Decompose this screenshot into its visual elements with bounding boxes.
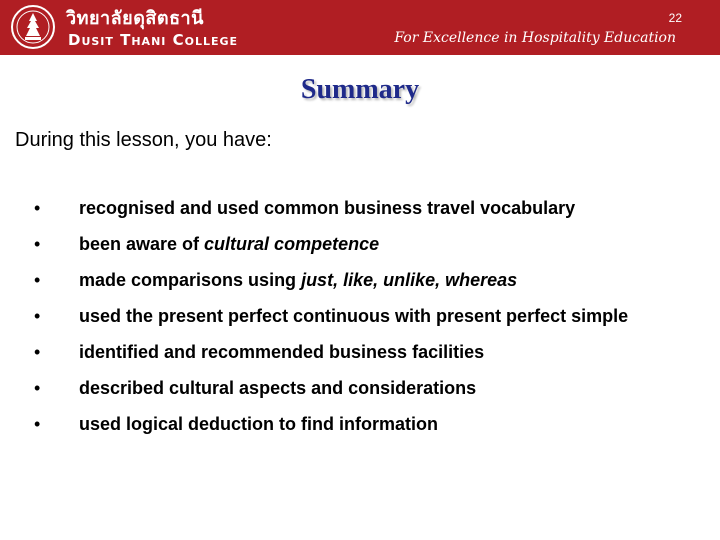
- bullet-icon: •: [34, 378, 41, 398]
- tagline: For Excellence in Hospitality Education: [394, 30, 676, 46]
- bullet-text: identified and recommended business facilities: [79, 342, 485, 362]
- bullet-item: [0, 370, 720, 406]
- bullet-icon: •: [34, 198, 41, 218]
- slide-number: 22: [668, 11, 682, 25]
- bullet-text-prefix: made comparisons using: [79, 270, 302, 290]
- college-emblem-icon: [10, 4, 56, 50]
- slide-title: Summary: [300, 74, 420, 105]
- bullet-item: [0, 406, 720, 442]
- bullet-text-emphasis: cultural competence: [204, 234, 380, 254]
- bullet-text: recognised and used common business travel vocabulary: [79, 198, 576, 218]
- bullet-item: [0, 226, 720, 262]
- header-banner: [0, 0, 720, 55]
- bullet-text: used logical deduction to find information: [79, 414, 438, 434]
- bullet-icon: •: [34, 270, 41, 290]
- summary-bullet-list: [0, 190, 720, 442]
- bullet-icon: •: [34, 234, 41, 254]
- brand-name-thai: วิทยาลัยดุสิตธานี: [66, 8, 204, 29]
- bullet-item: [0, 262, 720, 298]
- bullet-text-emphasis: just, like, unlike, whereas: [301, 270, 518, 290]
- bullet-text-prefix: been aware of: [79, 234, 205, 254]
- bullet-icon: •: [34, 414, 41, 434]
- bullet-text: [79, 226, 379, 262]
- bullet-icon: •: [34, 306, 41, 326]
- bullet-item: [0, 334, 720, 370]
- bullet-item: [0, 298, 720, 334]
- bullet-text: described cultural aspects and considerations: [79, 378, 477, 398]
- brand-name-english: Dusit Thani College: [68, 31, 239, 49]
- bullet-icon: •: [34, 342, 41, 362]
- bullet-item: [0, 190, 720, 226]
- intro-text: During this lesson, you have:: [15, 129, 272, 151]
- bullet-text: [79, 262, 517, 298]
- bullet-text: used the present perfect continuous with present perfect simple: [79, 306, 629, 326]
